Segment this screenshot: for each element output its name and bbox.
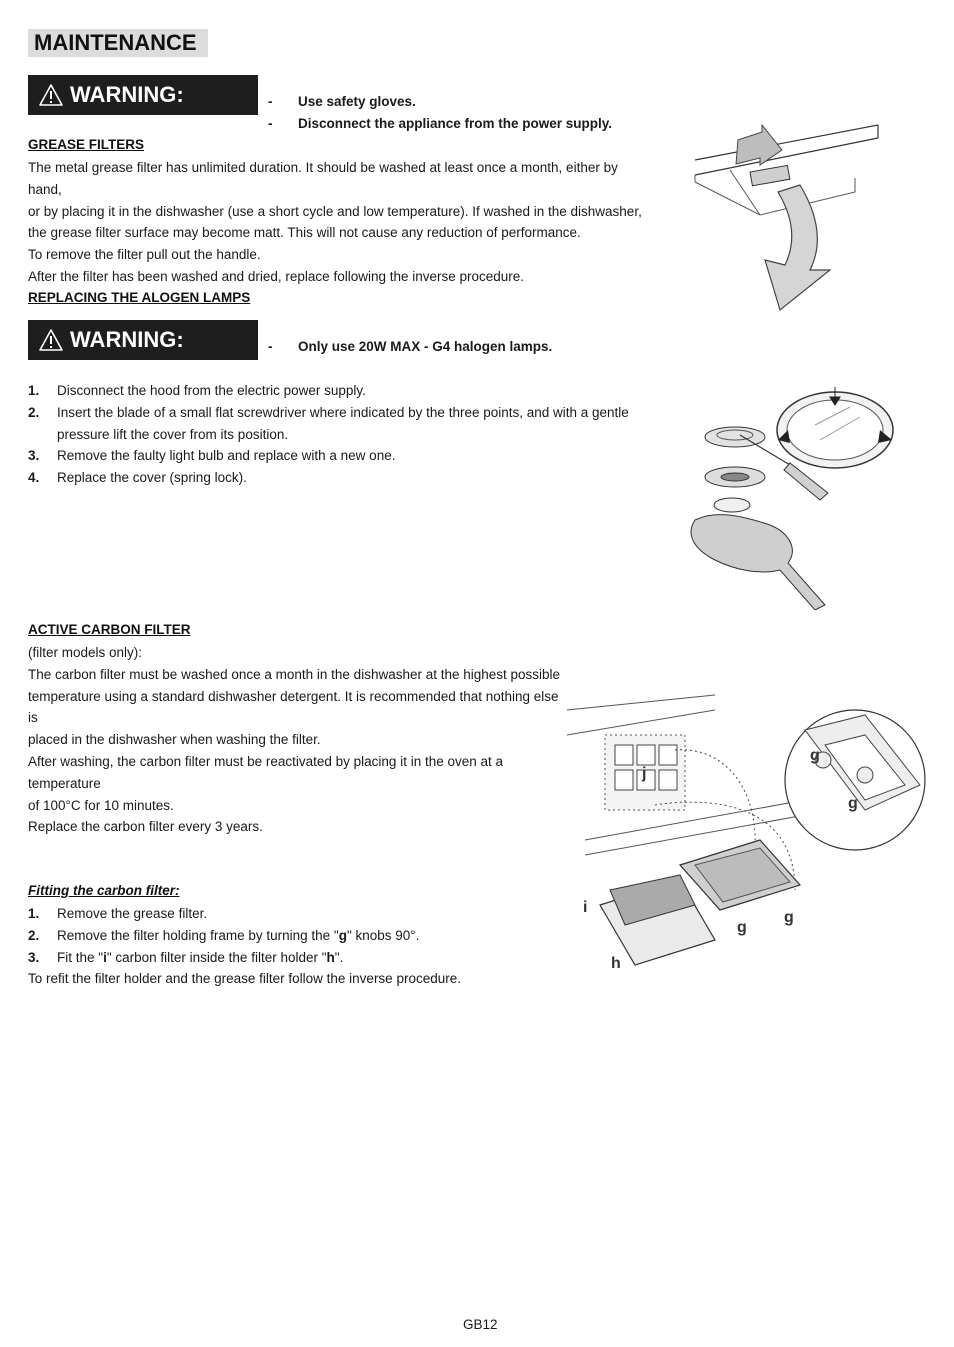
fitting-heading: Fitting the carbon filter: xyxy=(28,883,180,898)
warning-banner xyxy=(28,320,258,360)
list-item: - Only use 20W MAX - G4 halogen lamps. xyxy=(268,339,553,354)
list-item: 3. Fit the "i" carbon filter inside the filter holder "h". xyxy=(28,949,344,965)
list-item: - Disconnect the appliance from the power supply. xyxy=(268,116,613,131)
list-item: 2. Remove the filter holding frame by turning the "g" knobs 90°. xyxy=(28,927,420,943)
lamp-steps xyxy=(28,380,648,489)
grease-filter-illustration xyxy=(690,120,890,320)
list-item: 1. Disconnect the hood from the electric power supply. xyxy=(28,383,366,398)
list-item: 3. Remove the faulty light bulb and replace with a new one. xyxy=(28,448,396,464)
closing-line: To refit the filter holder and the grease filter follow the inverse procedure. xyxy=(28,971,461,987)
page-title: MAINTENANCE xyxy=(28,29,208,57)
warning-list xyxy=(268,336,552,358)
warning-label: WARNING: xyxy=(70,327,184,352)
list-item: - Use safety gloves. xyxy=(268,94,416,109)
figure-label-g: g xyxy=(810,747,820,764)
warning-label: WARNING: xyxy=(70,82,184,107)
figure-label-i: i xyxy=(583,899,588,916)
figure-label-g: g xyxy=(848,795,858,812)
figure-label-g: g xyxy=(784,909,794,926)
grease-filters-text: The metal grease filter has unlimited duration. It should be washed at least once a month, either by hand, or by placing it in the dishwasher (use a short cycle and low temperature). If washed in the dishwasher, the grease filter surface may become matt. This will not cause any reduction of performance. To remove the filter pull out the handle. After the filter has been washed and dried, replace following the inverse procedure. xyxy=(28,160,642,284)
list-item: 4. Replace the cover (spring lock). xyxy=(28,470,247,486)
warning-triangle-icon xyxy=(38,83,64,107)
fitting-steps xyxy=(28,903,568,990)
figure-label-j: j xyxy=(642,765,647,782)
warning-triangle-icon xyxy=(38,328,64,352)
list-item: 2. Insert the blade of a small flat screwdriver where indicated by the three points, and with a gentle pressure lift the cover from its position. xyxy=(28,404,629,442)
figure-label-g: g xyxy=(737,919,747,936)
warning-list xyxy=(268,91,612,135)
page-number: GB12 xyxy=(463,1317,498,1332)
carbon-filter-heading: ACTIVE CARBON FILTER xyxy=(28,622,191,637)
warning-banner xyxy=(28,75,258,115)
lamps-heading: REPLACING THE ALOGEN LAMPS xyxy=(28,290,251,305)
list-item: 1. Remove the grease filter. xyxy=(28,906,208,921)
figure-label-h: h xyxy=(611,955,621,972)
carbon-filter-illustration xyxy=(565,690,930,980)
lamp-replacement-illustration xyxy=(680,385,900,610)
grease-filters-heading: GREASE FILTERS xyxy=(28,137,145,152)
carbon-filter-text: (filter models only): The carbon filter must be washed once a month in the dishwasher at the highest possible temperature using a standard dishwasher detergent. It is recommended that nothing else is placed in the dishwasher when washing the filter. After washing, the carbon filter must be reactivated by placing it in the oven at a temperature of 100°C for 10 minutes. Replace the carbon filter every 3 years. xyxy=(28,645,561,835)
